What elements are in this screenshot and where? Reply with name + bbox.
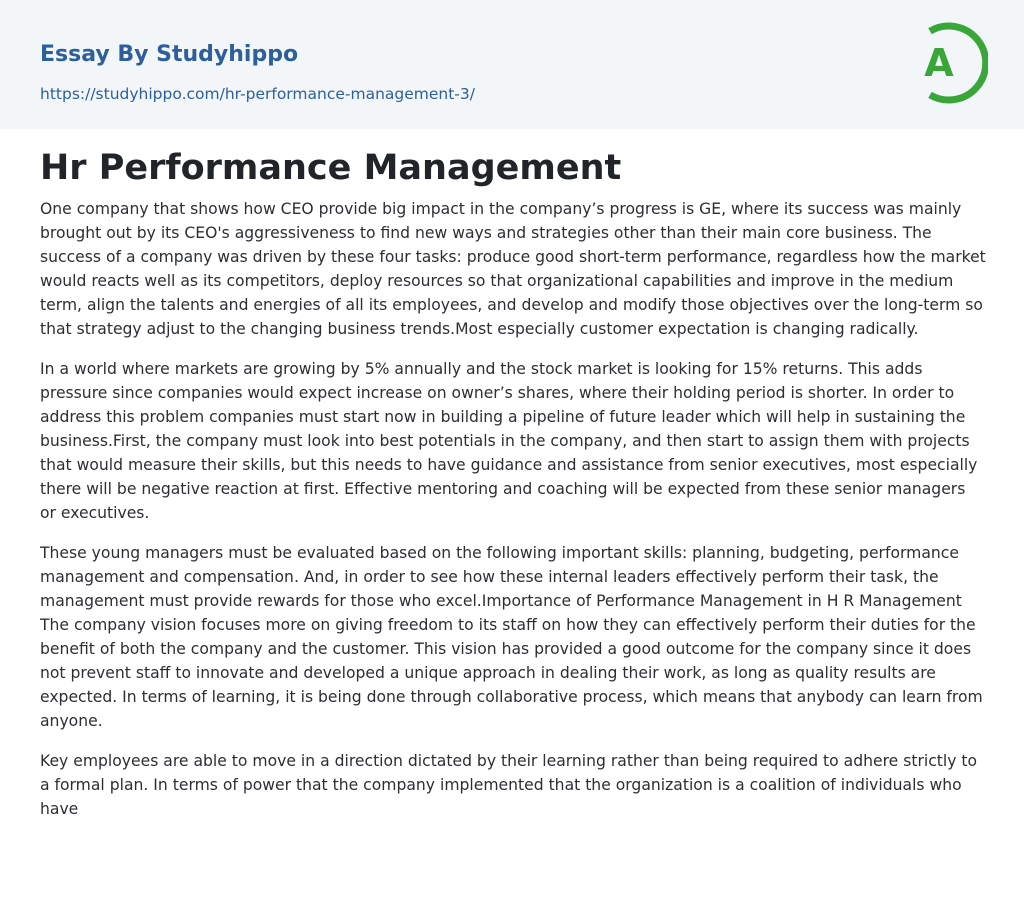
paragraph-1: One company that shows how CEO provide big impact in the company’s progress is GE, where its success was mainly brought out by its CEO's aggressiveness to find new ways and strategies other than their main core business. The success of a company was driven by these four tasks: produce good short-term performance, regardless how the market would reacts well as its competitors, deploy resources so that organizational capabilities and improve in the medium term, align the talents and energies of all its employees, and develop and modify those objectives over the long-term so that strategy adjust to the changing business trends.Most especially customer expectation is changing radically.	[40, 200, 986, 338]
paragraph-3: These young managers must be evaluated based on the following important skills: planning, budgeting, performance management and compensation. And, in order to see how these internal leaders effectively perform their task, the management must provide rewards for those who excel.Importance of Performance Management in H R Management The company vision focuses more on giving freedom to its staff on how they can effectively perform their duties for the benefit of both the company and the customer. This vision has provided a good outcome for the company since it does not prevent staff to innovate and developed a unique approach in dealing their work, as long as quality results are expected. In terms of learning, it is being done through collaborative process, which means that anybody can learn from anyone.	[40, 544, 983, 730]
paragraph-2: In a world where markets are growing by 5% annually and the stock market is looking for 15% returns. This adds pressure since companies would expect increase on owner’s shares, where their holding period is shorter. In order to address this problem companies must start now in building a pipeline of future leader which will help in sustaining the business.First, the company must look into best potentials in the company, and then start to assign them with projects that would measure their skills, but this needs to have guidance and assistance from senior executives, most especially there will be negative reaction at first. Effective mentoring and coaching will be expected from these senior managers or executives.	[40, 360, 978, 522]
article-body	[0, 129, 1024, 821]
studyhippo-logo-icon[interactable]	[912, 18, 988, 108]
paragraph-4: Key employees are able to move in a direction dictated by their learning rather than being required to adhere strictly to a formal plan. In terms of power that the company implemented that the organization is a coalition of individuals who have	[40, 752, 978, 818]
brand-title: Essay By Studyhippo	[40, 42, 299, 67]
essay-url-link[interactable]: https://studyhippo.com/hr-performance-management-3/	[40, 85, 475, 103]
page-title: Hr Performance Management	[40, 148, 622, 188]
site-header	[0, 0, 1024, 129]
logo-letter: A	[924, 41, 954, 85]
